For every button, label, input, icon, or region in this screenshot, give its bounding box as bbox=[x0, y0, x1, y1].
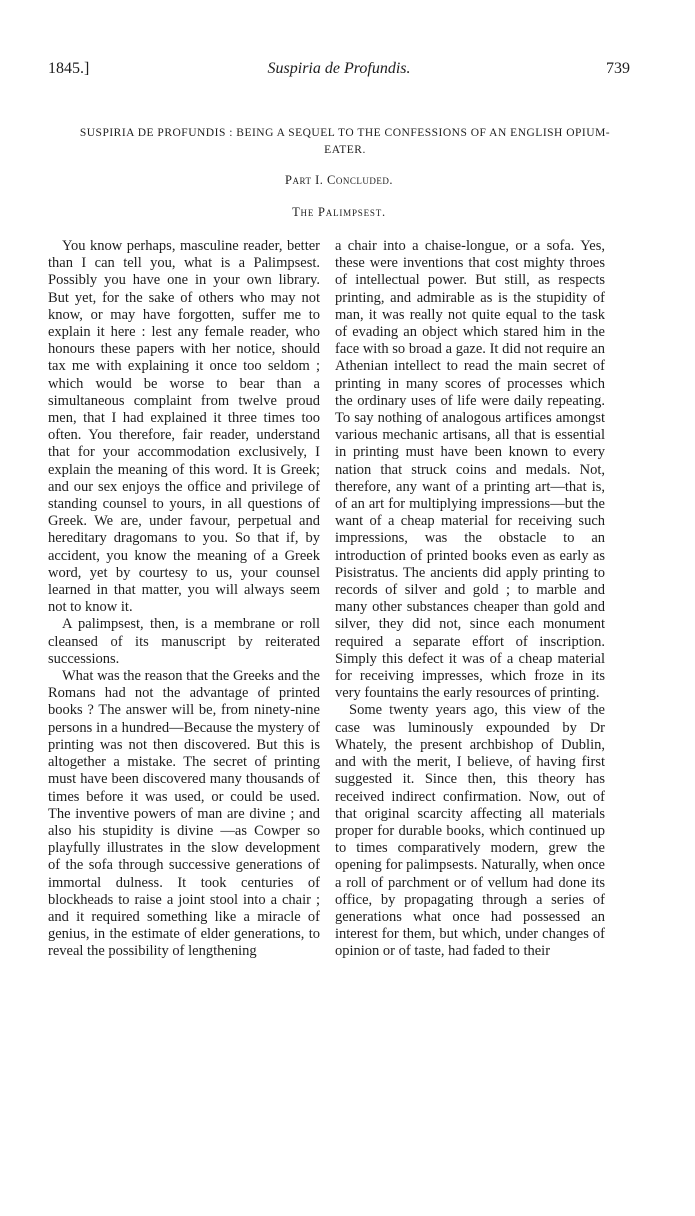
paragraph: A palimpsest, then, is a membrane or roll cleansed of its manuscript by reiterated successions. bbox=[48, 616, 320, 667]
paragraph: Some twenty years ago, this view of the case was luminously expounded by Dr Whately, the present archbishop of Dublin, and with the merit, I believe, of having first suggested it. Since then, this theory has received indirect confirmation. Now, out of that original scarcity affecting all materials proper for durable books, which continued up to times comparatively modern, grew the opening for palimpsests. Naturally, when once a roll of parchment or of vellum had done its office, by propagating through a series of generations what once had possessed an interest for them, but which, under changes of opinion or of taste, had faded to their bbox=[335, 702, 605, 960]
running-head-year: 1845.] bbox=[48, 60, 90, 77]
article-title: SUSPIRIA DE PROFUNDIS : BEING A SEQUEL TO THE CONFESSIONS OF AN ENGLISH OPIUM-EATER. bbox=[79, 127, 611, 156]
running-head bbox=[48, 60, 630, 82]
left-column bbox=[48, 238, 320, 961]
section-heading: The Palimpsest. bbox=[292, 205, 386, 219]
paragraph: You know perhaps, masculine reader, better than I can tell you, what is a Palimpsest. Possibly you have one in your own library. But yet, for the sake of others who may not know, or may have forgotten, suffer me to explain it here : lest any female reader, who honours these papers with her notice, should tax me with explaining it once too seldom ; which would be worse to bear than a simultaneous complaint from twelve proud men, that I had explained it three times too often. You therefore, fair reader, understand that for your accommodation exclusively, I explain the meaning of this word. It is Greek; and our sex enjoys the office and privilege of standing counsel to yours, in all questions of Greek. We are, under favour, perpetual and hereditary dragomans to you. So that if, by accident, you know the meaning of a Greek word, yet by courtesy to us, your counsel learned in that matter, you will always seem not to know it. bbox=[48, 238, 320, 616]
paragraph: What was the reason that the Greeks and the Romans had not the advantage of printed books ? The answer will be, from ninety-nine persons in a hundred—Because the mystery of printing was not then discovered. But this is altogether a mistake. The secret of printing must have been discovered many thousands of times before it was used, or could be used. The inventive powers of man are divine ; and also his stupidity is divine —as Cowper so playfully illustrates in the slow development of the sofa through successive generations of immortal dulness. It took centuries of blockheads to raise a joint stool into a chair ; and it required something like a miracle of genius, in the estimate of elder generations, to reveal the possibility of lengthening bbox=[48, 668, 320, 960]
running-head-title: Suspiria de Profundis. bbox=[267, 60, 411, 77]
right-column bbox=[335, 238, 605, 961]
part-heading: Part I. Concluded. bbox=[285, 173, 393, 187]
page-number: 739 bbox=[606, 60, 630, 77]
paragraph: a chair into a chaise-longue, or a sofa. Yes, these were inventions that cost mighty throes of intellectual power. But still, as respects printing, and admirable as is the stupidity of man, it was really not quite equal to the task of evading an object which stared him in the face with so broad a gaze. It did not require an Athenian intellect to read the main secret of printing in many scores of processes which the ordinary uses of life were daily repeating. To say nothing of analogous artifices amongst various mechanic artisans, all that is essential in printing must have been known to every nation that struck coins and medals. Not, therefore, any want of a printing art—that is, of an art for multiplying impressions—but the want of a cheap material for receiving such impressions, was the obstacle to an introduction of printed books even as early as Pisistratus. The ancients did apply printing to records of silver and gold ; to marble and many other substances cheaper than gold and silver, they did not, since each monument required a separate effort of inscription. Simply this defect it was of a cheap material for receiving impresses, which froze in its very fountains the early resources of printing. bbox=[335, 238, 605, 702]
